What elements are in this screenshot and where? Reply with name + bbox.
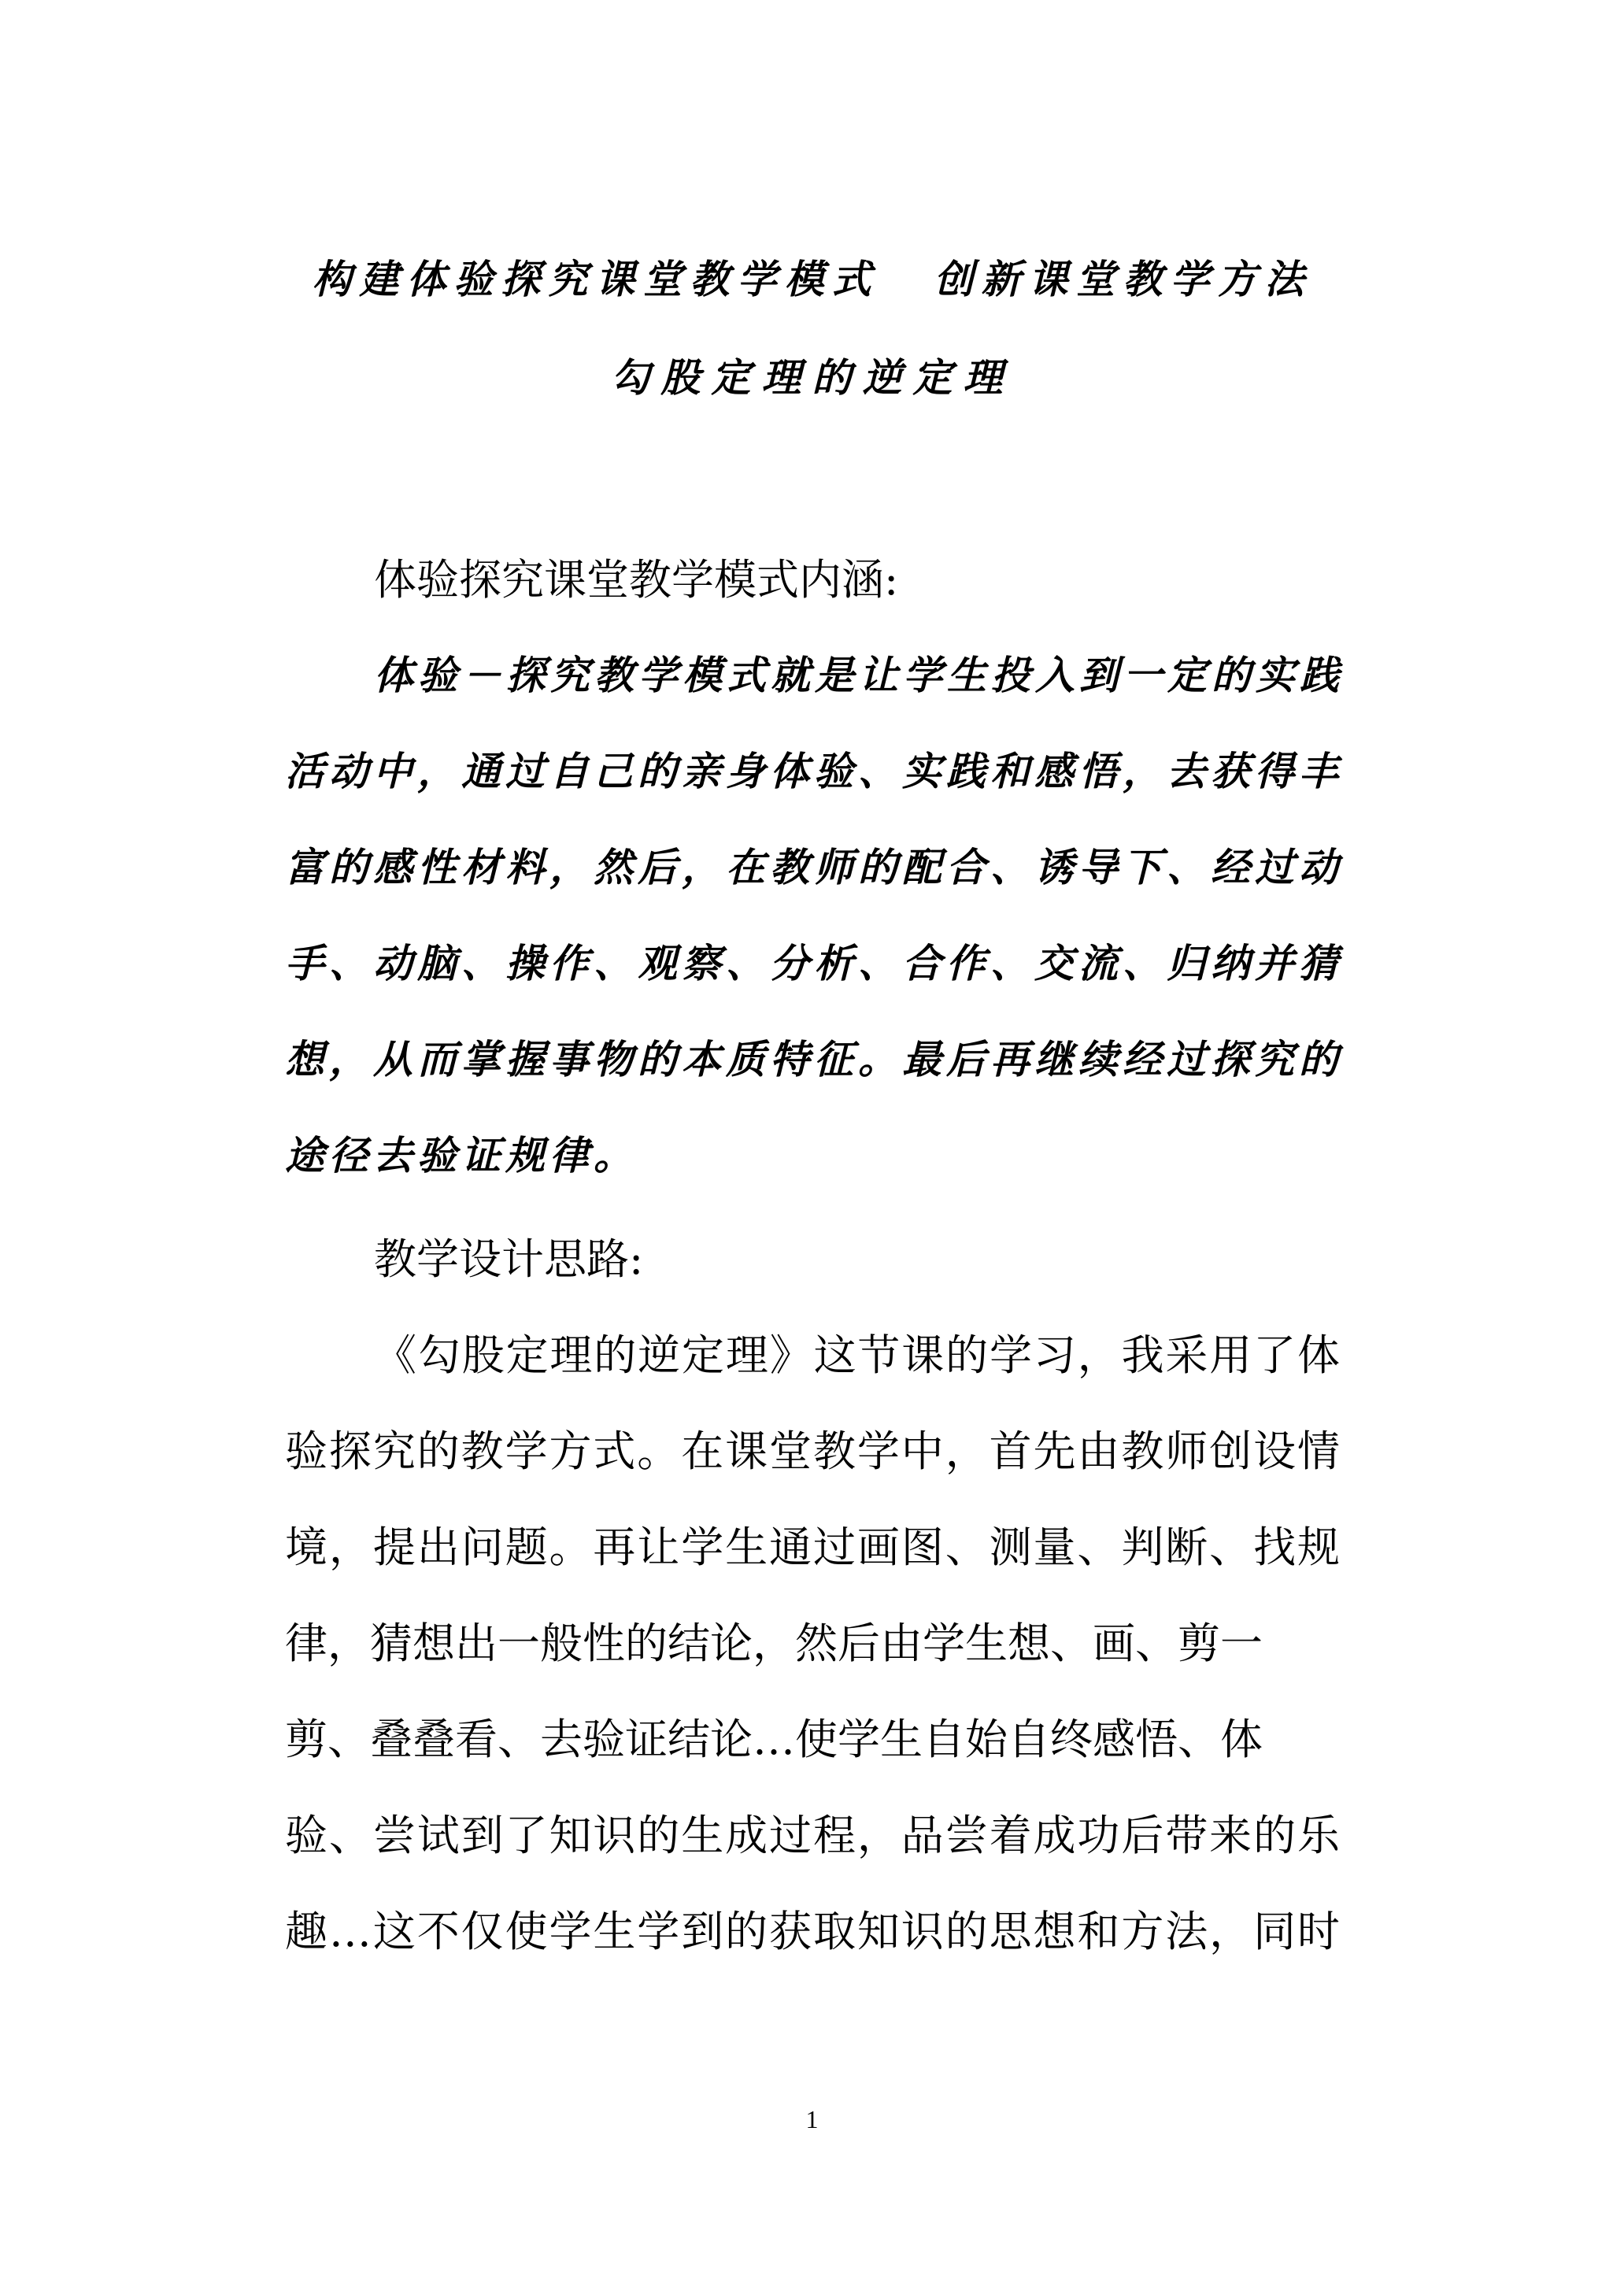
paragraph-line: 途径去验证规律。 [285, 1132, 638, 1178]
title-part-1: 构建体验探究课堂教学模式 [312, 256, 879, 302]
document-subtitle: 勾股定理的逆定理 [610, 354, 1014, 401]
paragraph-line: 手、动脑、操作、观察、分析、合作、交流、归纳并猜 [285, 940, 1343, 986]
paragraph-line: 律，猜想出一般性的结论，然后由学生想、画、剪一 [285, 1619, 1263, 1668]
paragraph-line: 验、尝试到了知识的生成过程，品尝着成功后带来的乐 [285, 1811, 1340, 1860]
paragraph-line: 剪、叠叠看、去验证结论…使学生自始自终感悟、体 [285, 1715, 1263, 1764]
paragraph-line: 境，提出问题。再让学生通过画图、测量、判断、找规 [285, 1523, 1340, 1572]
page-number: 1 [805, 2105, 819, 2133]
section-heading-connotation: 体验探究课堂教学模式内涵: [374, 555, 899, 605]
paragraph-line: 《勾股定理的逆定理》这节课的学习，我采用了体 [374, 1330, 1340, 1380]
paragraph-line: 体验－探究教学模式就是让学生投入到一定的实践 [374, 652, 1344, 698]
title-part-2: 创新课堂教学方法 [934, 256, 1312, 302]
paragraph-line: 活动中，通过自己的亲身体验、实践和感悟，去获得丰 [285, 748, 1343, 794]
paragraph-line: 富的感性材料，然后，在教师的配合、诱导下、经过动 [285, 844, 1343, 890]
document-title [0, 256, 1624, 302]
section-heading-design: 教学设计思路: [374, 1234, 644, 1284]
paragraph-line: 趣…这不仅使学生学到的获取知识的思想和方法，同时 [285, 1907, 1340, 1956]
paragraph-line: 验探究的教学方式。在课堂教学中，首先由教师创设情 [285, 1426, 1340, 1476]
paragraph-line: 想，从而掌握事物的本质特征。最后再继续经过探究的 [285, 1036, 1343, 1082]
